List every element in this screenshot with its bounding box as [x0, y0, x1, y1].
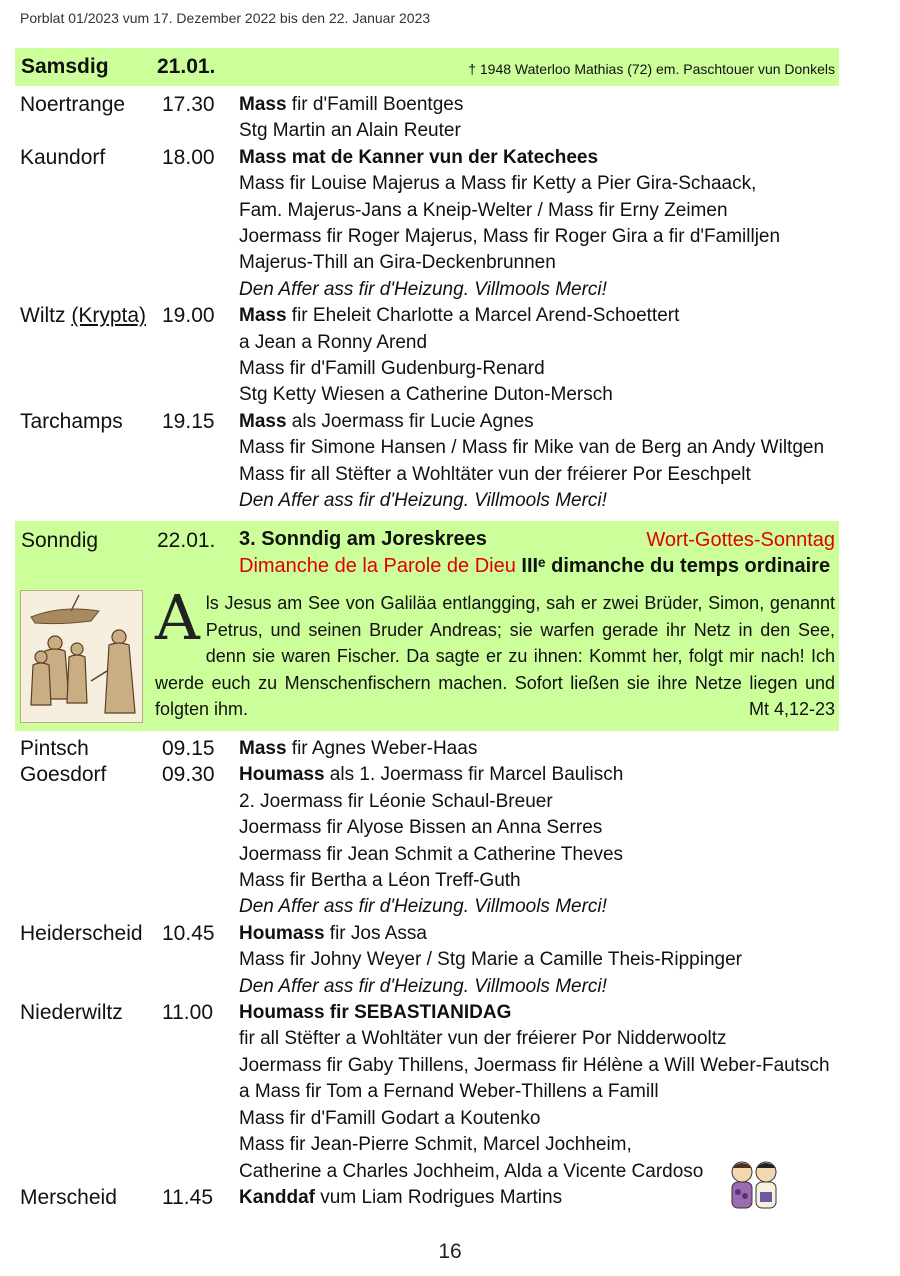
entry-line	[239, 736, 850, 762]
schedule-entry	[20, 145, 850, 303]
entry-line	[239, 1026, 850, 1052]
entry-place-name: Heiderscheid	[20, 921, 143, 945]
entry-line-text: fir d'Famill Boentges	[286, 94, 464, 115]
entry-time: 10.45	[162, 921, 215, 945]
entry-line-text: als Joermass fir Lucie Agnes	[286, 410, 534, 432]
entry-line-text: Mass fir d'Famill Gudenburg-Renard	[239, 358, 545, 380]
entry-line-text: Joermass fir Gaby Thillens, Joermass fir Hélène a Will Weber-Fautsch	[239, 1054, 830, 1076]
entry-line	[239, 462, 850, 488]
entry-place-name: Wiltz	[20, 304, 66, 328]
children-icon	[722, 1158, 786, 1212]
gospel-passage	[155, 581, 835, 723]
saturday-schedule	[20, 92, 850, 515]
entry-line-bold: Houmass	[239, 764, 325, 786]
gospel-drop-cap: A	[155, 581, 200, 654]
entry-line-bold: Houmass	[239, 922, 325, 944]
entry-line-bold: Mass	[239, 410, 287, 432]
entry-line	[239, 974, 850, 1000]
entry-line	[239, 435, 850, 461]
entry-line-text: Joermass fir Alyose Bissen an Anna Serres	[239, 817, 603, 839]
sunday-band	[15, 521, 839, 731]
page-header: Porblat 01/2023 vum 17. Dezember 2022 bis den 22. Januar 2023	[20, 10, 431, 26]
entry-place-name: Niederwiltz	[20, 1001, 123, 1025]
entry-line-text: fir Agnes Weber-Haas	[286, 738, 478, 759]
schedule-entry	[20, 736, 850, 762]
saturday-memorial: † 1948 Waterloo Mathias (72) em. Paschtouer vun Donkels	[468, 61, 835, 77]
sunday-schedule	[20, 736, 850, 1211]
entry-line	[239, 947, 850, 973]
saturday-day: Samsdig	[21, 55, 109, 78]
entry-line-text: Mass fir Louise Majerus a Mass fir Ketty a Pier Gira-Schaack,	[239, 173, 757, 195]
entry-line-text: a Jean a Ronny Arend	[239, 331, 428, 353]
entry-line-text: Den Affer ass fir d'Heizung. Villmools Merci!	[239, 975, 607, 997]
entry-place-name: Pintsch	[20, 737, 89, 760]
entry-line	[239, 250, 850, 276]
entry-line	[239, 198, 850, 224]
entry-line-text: Mass fir Johny Weyer / Stg Marie a Camille Theis-Rippinger	[239, 949, 742, 971]
sunday-title: 3. Sonndig am Joreskrees	[239, 528, 487, 550]
entry-line-text: a Mass fir Tom a Fernand Weber-Thillens a Famill	[239, 1081, 659, 1103]
entry-line-text: 2. Joermass fir Léonie Schaul-Breuer	[239, 790, 553, 812]
entry-line-text: Joermass fir Jean Schmit a Catherine Theves	[239, 843, 624, 865]
entry-line	[239, 1106, 850, 1132]
entry-line	[239, 409, 850, 435]
entry-place	[20, 92, 125, 118]
entry-line	[239, 1000, 850, 1026]
entry-place	[20, 145, 105, 171]
entry-line-text: Mass fir all Stëfter a Wohltäter vun der fréierer Por Eeschpelt	[239, 463, 751, 485]
entry-line-bold: Mass mat de Kanner vun der Katechees	[239, 146, 599, 168]
fishermen-sketch-icon	[21, 591, 142, 722]
entry-line	[239, 921, 850, 947]
entry-line-bold: Mass	[239, 738, 287, 759]
saturday-band	[15, 48, 839, 86]
entry-line-text: Den Affer ass fir d'Heizung. Villmools Merci!	[239, 278, 607, 300]
entry-line	[239, 330, 850, 356]
sunday-day: Sonndig	[21, 529, 99, 552]
entry-line-text: Den Affer ass fir d'Heizung. Villmools Merci!	[239, 896, 607, 918]
entry-line-text: fir Eheleit Charlotte a Marcel Arend-Schoettert	[286, 305, 680, 327]
schedule-entry	[20, 921, 850, 1000]
entry-place-name: Tarchamps	[20, 409, 123, 433]
entry-line-bold: Kanddaf	[239, 1186, 315, 1208]
entry-line	[239, 1132, 850, 1158]
entry-line	[239, 303, 850, 329]
entry-place	[20, 921, 143, 947]
entry-place-name: Goesdorf	[20, 763, 107, 787]
entry-line-text: als 1. Joermass fir Marcel Baulisch	[324, 764, 624, 786]
entry-time: 11.00	[162, 1001, 213, 1025]
entry-line	[239, 171, 850, 197]
entry-time: 09.30	[162, 763, 215, 787]
entry-place-name: Kaundorf	[20, 145, 106, 169]
entry-time: 18.00	[162, 145, 215, 169]
entry-line-text: Mass fir Jean-Pierre Schmit, Marcel Jochheim,	[239, 1134, 632, 1156]
entry-line	[239, 382, 850, 408]
entry-place	[20, 303, 146, 329]
entry-line-text: Majerus-Thill an Gira-Deckenbrunnen	[239, 252, 556, 274]
entry-line-text: Mass fir Bertha a Léon Treff-Guth	[239, 870, 521, 892]
entry-line-text: Den Affer ass fir d'Heizung. Villmools Merci!	[239, 490, 607, 512]
entry-line	[239, 1079, 850, 1105]
sunday-french-red: Dimanche de la Parole de Dieu	[239, 555, 516, 577]
entry-line-text: Mass fir d'Famill Godart a Koutenko	[239, 1107, 541, 1129]
saturday-date: 21.01.	[157, 55, 216, 78]
entry-line	[239, 762, 850, 788]
sunday-date: 22.01.	[157, 529, 216, 552]
entry-line-text: Catherine a Charles Jochheim, Alda a Vicente Cardoso	[239, 1160, 704, 1182]
entry-line-text: Stg Ketty Wiesen a Catherine Duton-Mersch	[239, 384, 613, 406]
entry-time: 19.00	[162, 304, 215, 328]
entry-place	[20, 1000, 123, 1026]
entry-line	[239, 277, 850, 303]
entry-line	[239, 894, 850, 920]
entry-time: 17.30	[162, 93, 215, 116]
entry-line	[239, 789, 850, 815]
schedule-entry	[20, 762, 850, 920]
gospel-text: ls Jesus am See von Galiläa entlangging, sah er zwei Brüder, Simon, genannt Petrus, und seinen Bruder Andreas; sie warfen gerade ihr Netz in den See, denn sie waren Fischer. Da sagte er zu ihnen: Kommt her, folgt mir nach! Ich werde euch zu Menschenfischern machen. Sofort ließen sie ihre Netze liegen und folgten ihm.	[155, 593, 835, 719]
entry-line-text: Stg Martin an Alain Reuter	[239, 120, 461, 142]
entry-time: 11.45	[162, 1185, 213, 1209]
schedule-entry	[20, 92, 850, 145]
entry-line-text: fir all Stëfter a Wohltäter vun der fréierer Por Nidderwooltz	[239, 1028, 727, 1050]
entry-line	[239, 145, 850, 171]
entry-line-bold: Houmass fir SEBASTIANIDAG	[239, 1002, 512, 1024]
entry-place-name: Noertrange	[20, 93, 126, 116]
entry-place	[20, 736, 89, 762]
entry-line-text: Joermass fir Roger Majerus, Mass fir Roger Gira a fir d'Familljen	[239, 226, 781, 248]
entry-line	[239, 118, 850, 144]
entry-place-extra: (Krypta)	[71, 304, 147, 328]
entry-line	[239, 92, 850, 118]
entry-line	[239, 488, 850, 514]
entry-line-bold: Mass	[239, 305, 287, 327]
entry-line	[239, 356, 850, 382]
entry-line	[239, 815, 850, 841]
entry-time: 19.15	[162, 409, 215, 433]
sunday-french-title	[239, 555, 830, 578]
page-number: 16	[438, 1240, 462, 1263]
entry-line-text: Fam. Majerus-Jans a Kneip-Welter / Mass fir Erny Zeimen	[239, 199, 728, 221]
entry-time: 09.15	[162, 737, 215, 760]
sunday-french-black: IIIᵉ dimanche du temps ordinaire	[515, 555, 831, 577]
schedule-entry	[20, 303, 850, 409]
sunday-tag: Wort-Gottes-Sonntag	[646, 529, 835, 551]
entry-line-text: fir Jos Assa	[324, 922, 427, 944]
entry-line-text: Mass fir Simone Hansen / Mass fir Mike van de Berg an Andy Wiltgen	[239, 437, 825, 459]
entry-place-name: Merscheid	[20, 1185, 117, 1209]
gospel-reference: Mt 4,12-23	[748, 699, 835, 719]
entry-place	[20, 762, 106, 788]
entry-line-bold: Mass	[239, 94, 287, 115]
gospel-illustration	[20, 590, 143, 723]
schedule-entry	[20, 409, 850, 515]
entry-line-text: vum Liam Rodrigues Martins	[315, 1186, 563, 1208]
entry-place	[20, 1185, 117, 1211]
entry-line	[239, 868, 850, 894]
entry-line	[239, 1053, 850, 1079]
entry-line	[239, 842, 850, 868]
entry-line	[239, 224, 850, 250]
entry-place	[20, 409, 123, 435]
